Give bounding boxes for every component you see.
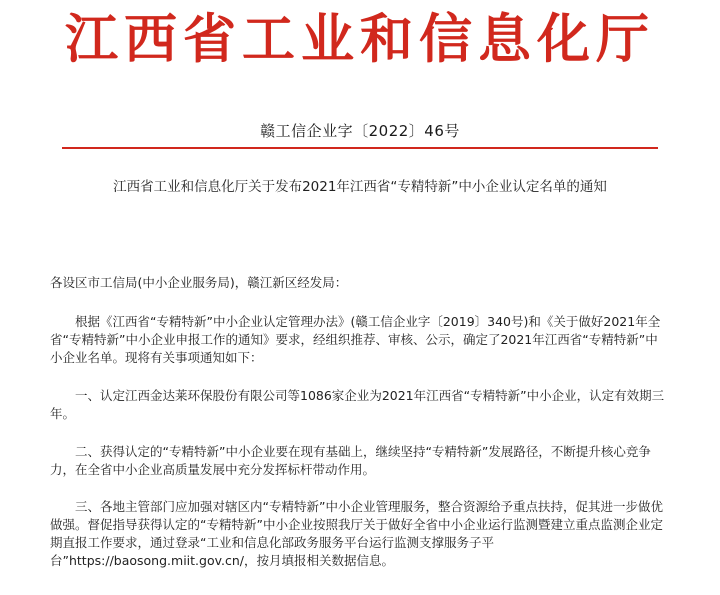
- red-divider-line: [62, 147, 658, 149]
- paragraph-item-3: 三、各地主管部门应加强对辖区内“专精特新”中小企业管理服务，整合资源给予重点扶持，促其进一步做优做强。督促指导获得认定的“专精特新”中小企业按照我厅关于做好全省中小企业运行监测暨建立重点监测企业定期直报工作要求，通过登录“工业和信息化部政务服务平台运行监测支撑服务子平台”https://baosong.miit.gov.cn/，按月填报相关数据信息。: [50, 499, 663, 568]
- document-number: 赣工信企业字〔2022〕46号: [260, 122, 460, 140]
- notice-title: 江西省工业和信息化厅关于发布2021年江西省“专精特新”中小企业认定名单的通知: [113, 179, 607, 195]
- org-header-title: 江西省工业和信息化厅: [65, 8, 655, 70]
- paragraph-intro: 根据《江西省“专精特新”中小企业认定管理办法》(赣工信企业字〔2019〕340号)和《关于做好2021年全省“专精特新”中小企业申报工作的通知》要求，经组织推荐、审核、公示，确定了2021年江西省“专精特新”中小企业名单。现将有关事项通知如下：: [50, 314, 661, 365]
- paragraph-item-1: 一、认定江西金达莱环保股份有限公司等1086家企业为2021年江西省“专精特新”中小企业，认定有效期三年。: [50, 388, 665, 421]
- paragraph-item-2: 二、获得认定的“专精特新”中小企业要在现有基础上，继续坚持“专精特新”发展路径，不断提升核心竞争力，在全省中小企业高质量发展中充分发挥标杆带动作用。: [50, 444, 651, 477]
- addressee-line: 各设区市工信局(中小企业服务局)，赣江新区经发局：: [50, 275, 348, 290]
